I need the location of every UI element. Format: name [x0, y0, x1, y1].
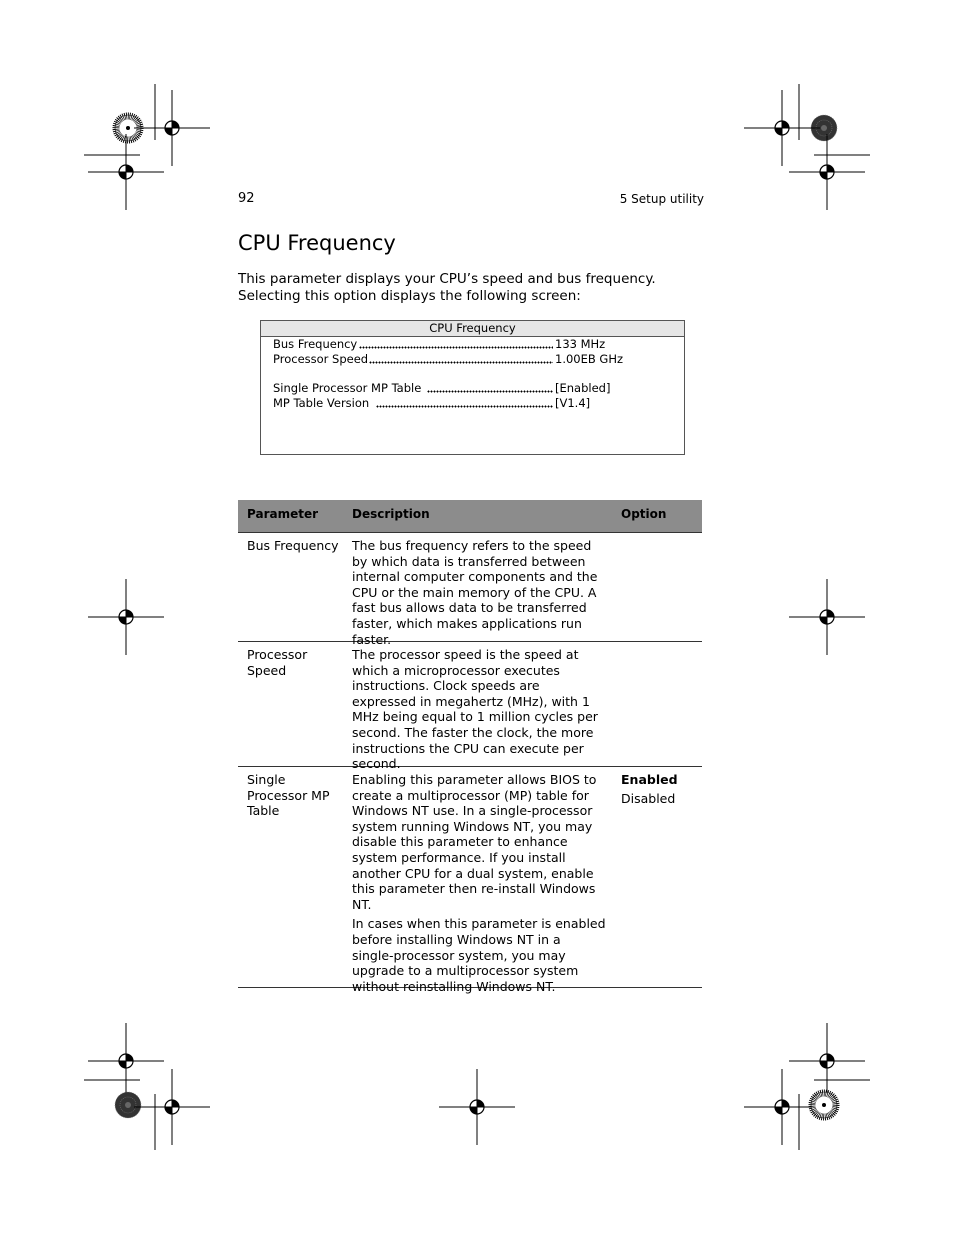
leader-dots — [369, 352, 553, 367]
bios-row-single-processor-mp-table — [273, 381, 611, 396]
bios-row-value: 133 MHz — [555, 337, 606, 351]
table-row — [238, 767, 702, 994]
table-row — [238, 642, 702, 772]
description-paragraph: The processor speed is the speed at which a microprocessor executes instructions. Clock speeds are expressed in megahertz (MHz), with 1 MHz being equal to 1 million cycles per second. The faster the clock, the more instructions the CPU can execute per second. — [352, 647, 598, 772]
leader-dots — [376, 396, 553, 411]
option-cell — [621, 772, 701, 806]
bios-row-mp-table-version — [273, 396, 591, 411]
option-disabled: Disabled — [621, 790, 676, 806]
parameter-table — [238, 500, 702, 994]
leader-dots — [359, 337, 553, 352]
bios-row-value: 1.00EB GHz — [555, 352, 624, 366]
parameter-cell: Bus Frequency — [247, 538, 339, 553]
bios-row-label: Bus Frequency — [273, 337, 358, 351]
column-header-parameter: Parameter — [247, 507, 319, 521]
description-cell — [352, 772, 606, 998]
description-cell — [352, 647, 606, 776]
column-header-description: Description — [352, 507, 430, 521]
bios-row-label: Single Processor MP Table — [273, 381, 422, 395]
parameter-cell: Processor Speed — [247, 647, 308, 678]
parameter-cell: Single Processor MP Table — [247, 772, 330, 819]
page-number: 92 — [238, 191, 255, 206]
option-default-enabled: Enabled — [621, 772, 678, 787]
table-header-row — [238, 500, 702, 533]
leader-dots — [427, 381, 553, 396]
bios-row-value: [V1.4] — [555, 396, 591, 410]
bios-row-bus-frequency — [273, 337, 606, 352]
section-intro: This parameter displays your CPU’s speed and bus frequency. Selecting this option displays the following screen: — [238, 271, 656, 304]
section-title: CPU Frequency — [238, 231, 396, 255]
description-cell — [352, 538, 606, 651]
bios-screen-title: CPU Frequency — [261, 321, 684, 337]
bios-screen — [260, 320, 685, 455]
description-paragraph: In cases when this parameter is enabled before installing Windows NT in a single-processor system, you may upgrade to a multiprocessor system without reinstalling Windows NT. — [352, 916, 606, 994]
description-paragraph: Enabling this parameter allows BIOS to create a multiprocessor (MP) table for Windows NT use. In a single-processor system running Windows NT, you may disable this parameter to enhance system performance. If you install another CPU for a dual system, enable this parameter then re-install Windows NT. — [352, 772, 597, 912]
running-header-chapter: 5 Setup utility — [619, 192, 704, 206]
description-paragraph: The bus frequency refers to the speed by which data is transferred between internal computer components and the CPU or the main memory of the CPU. A fast bus allows data to be transferred faster, which makes applications run faster. — [352, 538, 598, 647]
bios-row-label: MP Table Version — [273, 396, 370, 410]
bios-row-processor-speed — [273, 352, 624, 367]
table-row — [238, 533, 702, 647]
column-header-option: Option — [621, 507, 667, 521]
bios-row-label: Processor Speed — [273, 352, 369, 366]
bios-row-value: [Enabled] — [555, 381, 611, 395]
